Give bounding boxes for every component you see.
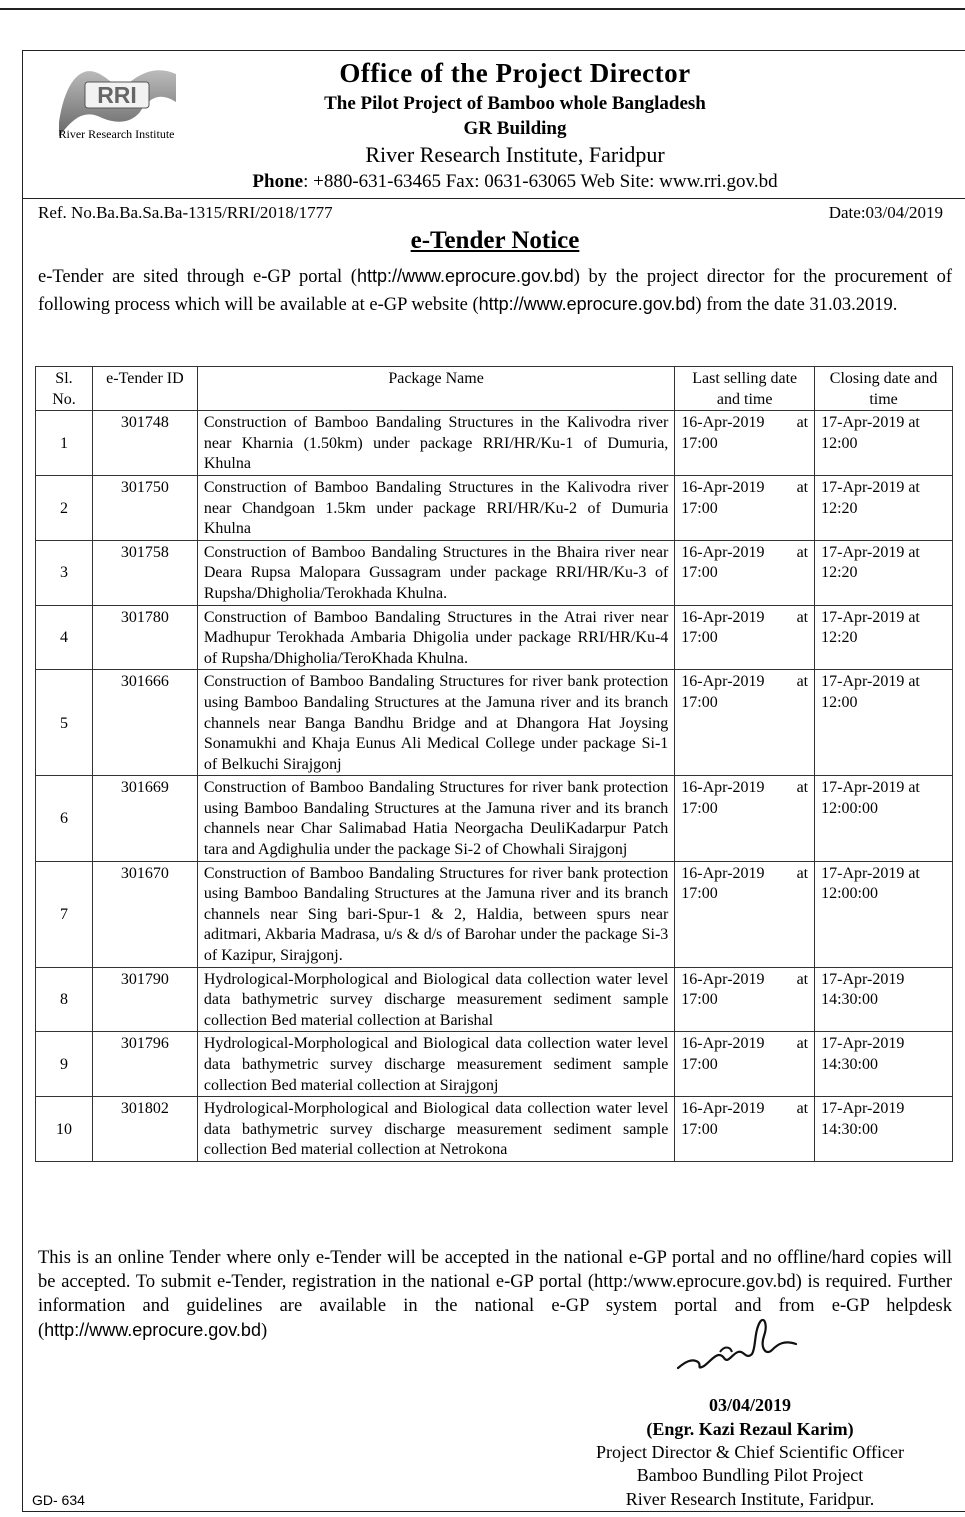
- phone-label: Phone: [252, 171, 304, 192]
- row-package-name: Construction of Bamboo Bandaling Structures in the Kalivodra river near Kharnia (1.50km) under package RRI/HR/Ku-1 of Dumuria, Khulna: [197, 411, 674, 476]
- row-sl: 8: [36, 967, 93, 1032]
- notice-date: Date:03/04/2019: [828, 203, 943, 222]
- row-tender-id: 301758: [92, 540, 197, 605]
- row-selling-date: 16-Apr-2019 at 17:00: [675, 1032, 815, 1097]
- col-header-id: e-Tender ID: [92, 367, 197, 411]
- row-tender-id: 301780: [92, 605, 197, 670]
- row-sl: 10: [36, 1097, 93, 1162]
- table-row: [36, 776, 953, 861]
- closing-end: ): [260, 1321, 268, 1341]
- signature-date: 03/04/2019: [708, 1395, 791, 1415]
- closing-paragraph: [38, 1246, 952, 1343]
- row-tender-id: 301669: [92, 776, 197, 861]
- table-row: [36, 411, 953, 476]
- row-selling-date: 16-Apr-2019 at 17:00: [675, 967, 815, 1032]
- row-sl: 5: [36, 670, 93, 776]
- row-tender-id: 301796: [92, 1032, 197, 1097]
- reference-number: Ref. No.Ba.Ba.Sa.Ba-1315/RRI/2018/1777: [38, 203, 333, 222]
- table-row: [36, 540, 953, 605]
- row-package-name: Hydrological-Morphological and Biological data collection water level data bathymetric survey discharge measurement sediment sample collection Bed material collection at Sirajgonj: [197, 1032, 674, 1097]
- signatory-institute: River Research Institute, Faridpur.: [625, 1489, 875, 1509]
- table-row: [36, 1097, 953, 1162]
- signature-icon: [660, 1310, 810, 1385]
- closing-text: This is an online Tender where only e-Tender will be accepted in the national e-GP portal and no offline/hard copies will be accepted. To submit e-Tender, registration in the national e-GP portal (http:/www.eprocure.gov.bd) is required. Further information and guidelines are available in the national e-GP system portal and from e-GP helpdesk (: [38, 1248, 952, 1341]
- row-package-name: Hydrological-Morphological and Biological data collection water level data bathymetric survey discharge measurement sediment sample collection Bed material collection at Netrokona: [197, 1097, 674, 1162]
- row-selling-date: 16-Apr-2019 at 17:00: [675, 605, 815, 670]
- institute-name: River Research Institute, Faridpur: [365, 142, 665, 167]
- row-sl: 7: [36, 861, 93, 967]
- row-selling-date: 16-Apr-2019 at 17:00: [675, 411, 815, 476]
- row-package-name: Construction of Bamboo Bandaling Structures in the Atrai river near Madhupur Terokhada Ambaria Dhigolia under package RRI/HR/Ku-4 of Rupsha/Dhigholia/TeroKhada Khulna.: [197, 605, 674, 670]
- intro-text-1: e-Tender are sited through e-GP portal (: [38, 267, 357, 287]
- table-row: [36, 605, 953, 670]
- table-row: [36, 1032, 953, 1097]
- egp-link-2[interactable]: http://www.eprocure.gov.bd: [478, 294, 696, 314]
- signatory-name: (Engr. Kazi Rezaul Karim): [646, 1419, 854, 1439]
- tender-table: [35, 366, 953, 1162]
- row-selling-date: 16-Apr-2019 at 17:00: [675, 670, 815, 776]
- row-tender-id: 301748: [92, 411, 197, 476]
- row-closing-date: 17-Apr-2019 at 12:00: [815, 411, 953, 476]
- table-row: [36, 861, 953, 967]
- row-selling-date: 16-Apr-2019 at 17:00: [675, 475, 815, 540]
- table-row: [36, 967, 953, 1032]
- row-sl: 6: [36, 776, 93, 861]
- row-sl: 1: [36, 411, 93, 476]
- notice-title: e-Tender Notice: [410, 227, 580, 254]
- egp-link-1[interactable]: http://www.eprocure.gov.bd: [356, 266, 574, 286]
- signatory-project: Bamboo Bundling Pilot Project: [636, 1465, 864, 1485]
- header-divider: [22, 198, 965, 199]
- row-tender-id: 301750: [92, 475, 197, 540]
- col-header-selling: Last selling date and time: [675, 367, 815, 411]
- office-title: Office of the Project Director: [339, 58, 691, 88]
- row-package-name: Construction of Bamboo Bandaling Structures in the Kalivodra river near Chandgoan 1.5km under package RRI/HR/Ku-2 of Dumuria Khulna: [197, 475, 674, 540]
- table-header-row: [36, 367, 953, 411]
- row-package-name: Construction of Bamboo Bandaling Structures for river bank protection using Bamboo Bandaling Structures at the Jamuna river and its branch channels near Sing bari-Spur-1 & 2, Haldia, between spurs near aditmari, Akbaria Madrasa, u/s & d/s of Barohar under the package Si-3 of Kazipur, Sirajgonj.: [197, 861, 674, 967]
- row-closing-date: 17-Apr-2019 at 12:00:00: [815, 861, 953, 967]
- row-package-name: Construction of Bamboo Bandaling Structures for river bank protection using Bamboo Bandaling Structures at the Jamuna river and its branch channels near Char Salimabad Hatia Neorgacha DeuliKadarpur Patch tara and Agdighulia under the package Si-2 of Chowhali Sirajgonj: [197, 776, 674, 861]
- row-closing-date: 17-Apr-2019 14:30:00: [815, 1097, 953, 1162]
- row-tender-id: 301666: [92, 670, 197, 776]
- building-name: GR Building: [463, 118, 567, 139]
- row-package-name: Construction of Bamboo Bandaling Structures for river bank protection using Bamboo Bandaling Structures at the Jamuna river and its branch channels near Banga Bandhu Bridge and at Dhangora Hat Joysing Sonamukhi and Khaja Eunus Ali Medical College under package Si-1 of Belkuchi Sirajgonj: [197, 670, 674, 776]
- svg-text:RRI: RRI: [97, 82, 137, 108]
- row-tender-id: 301790: [92, 967, 197, 1032]
- row-closing-date: 17-Apr-2019 at 12:20: [815, 475, 953, 540]
- col-header-package: Package Name: [197, 367, 674, 411]
- row-closing-date: 17-Apr-2019 14:30:00: [815, 967, 953, 1032]
- row-sl: 3: [36, 540, 93, 605]
- row-closing-date: 17-Apr-2019 at 12:00:00: [815, 776, 953, 861]
- footer-code: GD- 634: [32, 1492, 85, 1508]
- row-sl: 9: [36, 1032, 93, 1097]
- row-closing-date: 17-Apr-2019 at 12:20: [815, 540, 953, 605]
- row-tender-id: 301802: [92, 1097, 197, 1162]
- row-sl: 2: [36, 475, 93, 540]
- egp-link-3[interactable]: http://www.eprocure.gov.bd: [44, 1320, 261, 1340]
- col-header-closing: Closing date and time: [815, 367, 953, 411]
- signatory-designation: Project Director & Chief Scientific Officer: [595, 1442, 905, 1462]
- logo-caption: River Research Institute: [58, 127, 175, 141]
- project-title: The Pilot Project of Bamboo whole Bangladesh: [324, 93, 706, 114]
- row-package-name: Hydrological-Morphological and Biological data collection water level data bathymetric survey discharge measurement sediment sample collection Bed material collection at Barishal: [197, 967, 674, 1032]
- intro-text-2: ) by the project director for the procurement of following process which will be available at e-GP website (: [38, 267, 953, 315]
- row-selling-date: 16-Apr-2019 at 17:00: [675, 1097, 815, 1162]
- top-rule: [0, 8, 965, 10]
- row-closing-date: 17-Apr-2019 at 12:00: [815, 670, 953, 776]
- row-closing-date: 17-Apr-2019 14:30:00: [815, 1032, 953, 1097]
- intro-text-3: ) from the date 31.03.2019.: [695, 295, 898, 315]
- intro-paragraph: [38, 263, 952, 319]
- row-closing-date: 17-Apr-2019 at 12:20: [815, 605, 953, 670]
- row-tender-id: 301670: [92, 861, 197, 967]
- table-row: [36, 670, 953, 776]
- col-header-sl: Sl. No.: [36, 367, 93, 411]
- row-selling-date: 16-Apr-2019 at 17:00: [675, 861, 815, 967]
- table-row: [36, 475, 953, 540]
- row-selling-date: 16-Apr-2019 at 17:00: [675, 776, 815, 861]
- contact-details: : +880-631-63465 Fax: 0631-63065 Web Site: www.rri.gov.bd: [303, 171, 778, 192]
- row-package-name: Construction of Bamboo Bandaling Structures in the Bhaira river near Deara Rupsa Malopara Gussagram under package RRI/HR/Ku-3 of Rupsha/Dhigholia/Terokhada Khulna.: [197, 540, 674, 605]
- row-selling-date: 16-Apr-2019 at 17:00: [675, 540, 815, 605]
- row-sl: 4: [36, 605, 93, 670]
- contact-line: [200, 171, 830, 193]
